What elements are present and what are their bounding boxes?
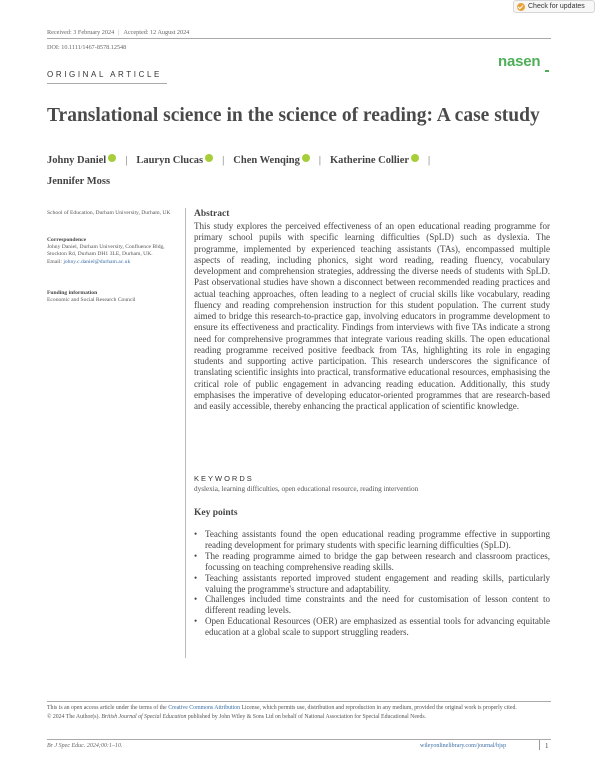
list-item: • Challenges included time constraints and the need for customisation of lesson content to different reading levels. xyxy=(194,594,550,616)
check-for-updates-label: Check for updates xyxy=(528,3,585,10)
accepted-date: Accepted: 12 August 2024 xyxy=(123,29,190,36)
orcid-icon[interactable] xyxy=(411,154,419,162)
correspondence-block xyxy=(47,237,177,266)
author-item[interactable]: Jennifer Moss xyxy=(47,176,111,187)
article-type: ORIGINAL ARTICLE xyxy=(47,70,162,79)
list-item: • Teaching assistants found the open educational reading programme effective in supporting reading development for primary students with specific learning difficulties (SpLD). xyxy=(194,529,550,551)
abstract-text: This study explores the perceived effectiveness of an open educational reading programme for primary school pupils with specific learning difficulties (SpLD) such as dyslexia. The programme, implemented by experienced teaching assistants (TAs), encompassed multiple aspects of reading, including phonics, sight word reading, reading fluency, vocabulary development and comprehension strategies, addressing the diverse needs of students with SpLD. Past observational studies have shown a disconnect between recommended reading practices and actual teaching approaches, often leading to a neglect of crucial skills like vocabulary, reading fluency and reading comprehension instruction for this student population. The current study aimed to bridge this research-to-practice gap, involving educators in programme development to ensure its effectiveness and practicality. Findings from interviews with five TAs indicate a strong need for comprehensive programmes that integrate various reading skills. The open educational reading programme received positive feedback from TAs, highlighting its role in engaging students and supporting active participation. This research underscores the significance of translating scientific insights into practical, transformative educational resources, emphasising the critical role of public engagement in advancing reading education. Additionally, this study emphasises the imperative of developing educator-oriented programmes that are research-based and easily accessible, thereby enhancing the practical application of scientific knowledge. xyxy=(194,221,550,411)
email-label: Email: xyxy=(47,258,62,265)
funding-block xyxy=(47,290,177,304)
orcid-icon[interactable] xyxy=(302,154,310,162)
list-item: • Teaching assistants reported improved student engagement and reading skills, particularly valuing the programme's structure and adaptability. xyxy=(194,573,550,595)
doi[interactable]: DOI: 10.1111/1467-8578.12548 xyxy=(47,44,127,51)
correspondence-body: Johny Daniel, Durham University, Confluence Bldg, Stockton Rd, Durham DH1 3LE, Durham, UK. xyxy=(47,244,165,258)
license-notice: This is an open access article under the terms of the Creative Commons Attribution License, which permits use, distribution and reproduction in any medium, provided the original work is properly cited. © 2024 The Author(s). British Journal of Special Education published by John Wiley & Sons Ltd on behalf of National Association for Special Educational Needs. xyxy=(47,705,517,720)
keywords-text: dyslexia, learning difficulties, open educational resource, reading intervention xyxy=(194,485,419,493)
journal-name: British Journal of Special Education xyxy=(101,713,187,720)
citation: Br J Spec Educ. 2024;00:1–10. xyxy=(47,743,123,749)
page-number: 1 xyxy=(545,742,549,750)
author-item[interactable]: Chen WenqingiD xyxy=(233,155,310,166)
funding-body: Economic and Social Research Council xyxy=(47,297,136,304)
page-number-divider xyxy=(539,740,540,750)
nasen-logo: nasen xyxy=(498,53,541,70)
abstract-heading: Abstract xyxy=(194,209,230,219)
journal-url-link[interactable]: wileyonlinelibrary.com/journal/bjsp xyxy=(420,743,507,749)
list-item: • Open Educational Resources (OER) are emphasized as essential tools for advancing equitable education at a global scale to support struggling readers. xyxy=(194,616,550,638)
key-points-list xyxy=(194,529,550,638)
dates-line: Received: 3 February 2024 | Accepted: 12 August 2024 xyxy=(47,29,190,36)
article-title: Translational science in the science of reading: A case study xyxy=(47,105,540,126)
funding-heading: Funding information xyxy=(47,290,98,296)
abstract-rule xyxy=(185,208,186,658)
affiliation: School of Education, Durham University, Durham, UK xyxy=(47,210,171,216)
footer-divider-bottom xyxy=(47,739,551,740)
orcid-icon[interactable] xyxy=(205,154,213,162)
author-item[interactable]: Katherine CollieriD xyxy=(330,155,419,166)
correspondence-heading: Correspondence xyxy=(47,237,87,243)
orcid-icon[interactable] xyxy=(108,154,116,162)
check-icon xyxy=(517,3,525,11)
author-item[interactable]: Lauryn ClucasiD xyxy=(136,155,213,166)
key-points-heading: Key points xyxy=(194,508,238,518)
author-item[interactable]: Johny DanieliD xyxy=(47,155,116,166)
received-date: Received: 3 February 2024 xyxy=(47,29,115,36)
license-link[interactable]: Creative Commons Attribution xyxy=(168,705,241,711)
footer-divider-top xyxy=(47,701,551,702)
check-for-updates-badge[interactable] xyxy=(513,0,595,13)
logo-mark xyxy=(545,70,549,72)
email-link[interactable]: johny.c.daniel@durham.ac.uk xyxy=(63,258,131,265)
keywords-heading: KEYWORDS xyxy=(194,474,254,483)
author-list: Johny DanieliD | Lauryn ClucasiD | Chen WenqingiD | Katherine CollieriD | Jennifer Moss xyxy=(47,150,547,192)
header-divider xyxy=(47,38,551,39)
list-item: • The reading programme aimed to bridge the gap between research and classroom practices, focussing on teaching comprehensive reading skills. xyxy=(194,551,550,573)
article-type-divider xyxy=(47,83,167,84)
